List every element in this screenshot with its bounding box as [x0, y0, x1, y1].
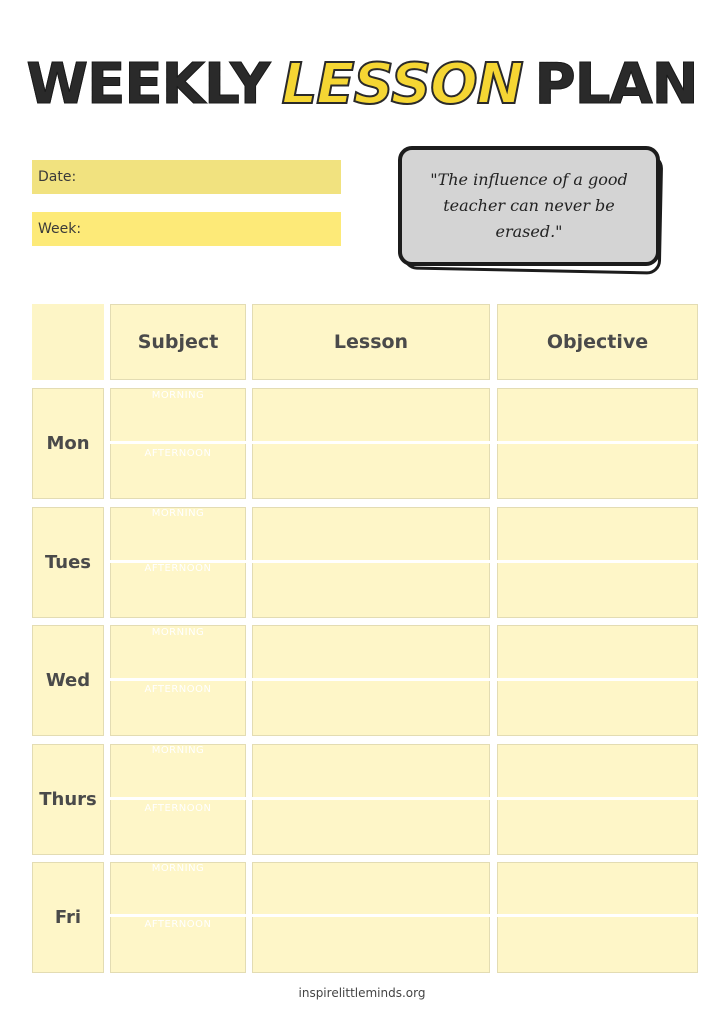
row-divider [110, 678, 698, 681]
row-divider [110, 914, 698, 917]
day-label-tues: Tues [32, 507, 104, 618]
row-divider [110, 797, 698, 800]
date-field[interactable] [32, 160, 341, 194]
slot-morning: MORNING [151, 627, 205, 638]
day-label-wed: Wed [32, 625, 104, 736]
slot-morning: MORNING [151, 390, 205, 401]
footer-website: inspirelittleminds.org [298, 986, 426, 1000]
slot-afternoon: AFTERNOON [144, 684, 212, 695]
table-corner [32, 304, 104, 380]
header-subject: Subject [110, 304, 246, 380]
subject-cell-fri[interactable] [110, 862, 246, 973]
week-label: Week: [38, 221, 82, 237]
title-word-plan: PLAN [534, 52, 698, 117]
header-lesson: Lesson [252, 304, 490, 380]
slot-morning: MORNING [151, 508, 205, 519]
week-field[interactable] [32, 212, 341, 246]
slot-afternoon: AFTERNOON [144, 563, 212, 574]
title-word-lesson: LESSON [281, 52, 523, 117]
objective-cell-fri[interactable] [497, 862, 698, 973]
day-label-fri: Fri [32, 862, 104, 973]
slot-afternoon: AFTERNOON [144, 448, 212, 459]
slot-morning: MORNING [151, 745, 205, 756]
title-word-weekly: WEEKLY [26, 52, 270, 117]
quote-text: "The influence of a good teacher can never be erased." [398, 146, 660, 266]
row-divider [110, 441, 698, 444]
slot-morning: MORNING [151, 863, 205, 874]
slot-afternoon: AFTERNOON [144, 803, 212, 814]
day-label-mon: Mon [32, 388, 104, 499]
slot-afternoon: AFTERNOON [144, 919, 212, 930]
page-title [0, 50, 724, 120]
date-label: Date: [38, 169, 77, 185]
lesson-cell-fri[interactable] [252, 862, 490, 973]
header-objective: Objective [497, 304, 698, 380]
day-label-thurs: Thurs [32, 744, 104, 855]
quote-callout [398, 146, 670, 276]
